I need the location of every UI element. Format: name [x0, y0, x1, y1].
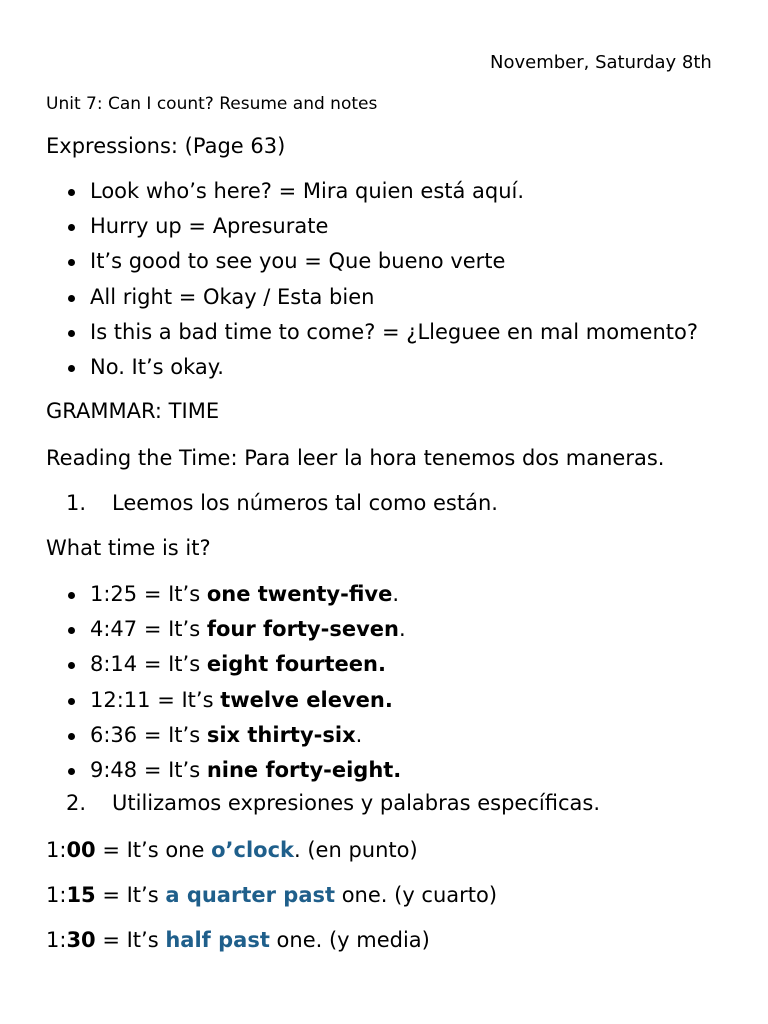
method-two-number: 2. — [66, 791, 87, 815]
list-item — [66, 647, 406, 682]
time-words: one twenty-five — [206, 582, 393, 606]
expressions-heading: Expressions: (Page 63) — [46, 134, 286, 158]
time-digits: 1:25 = It’s — [90, 582, 207, 606]
list-item — [66, 753, 406, 788]
time-expression-half — [46, 928, 430, 952]
minutes: 30 — [66, 928, 96, 952]
list-item: It’s good to see you = Que bueno verte — [66, 244, 698, 279]
highlight-phrase: a quarter past — [165, 883, 336, 907]
list-item — [66, 718, 406, 753]
hour: 1: — [46, 883, 67, 907]
equals-text: = It’s — [95, 883, 166, 907]
time-punct: . — [399, 617, 406, 642]
list-item — [66, 612, 406, 647]
list-item: No. It’s okay. — [66, 350, 698, 385]
grammar-heading: GRAMMAR: TIME — [46, 399, 220, 423]
time-words: eight fourteen. — [206, 652, 386, 677]
time-digits: 6:36 = It’s — [90, 722, 207, 747]
list-item — [66, 577, 406, 612]
time-digits: 9:48 = It’s — [90, 757, 207, 782]
method-one-number: 1. — [66, 491, 87, 515]
date-line: November, Saturday 8th — [490, 52, 712, 73]
list-item — [66, 683, 406, 718]
time-words: nine forty-eight. — [206, 757, 402, 782]
minutes: 15 — [66, 883, 96, 907]
time-punct: . — [355, 722, 363, 747]
minutes: 00 — [66, 838, 96, 862]
translation: one. (y media) — [269, 928, 430, 952]
reading-intro: Reading the Time: Para leer la hora tenemos dos maneras. — [46, 446, 665, 470]
hour: 1: — [46, 838, 67, 862]
translation: one. (y cuarto) — [335, 883, 498, 907]
list-item: Is this a bad time to come? = ¿Lleguee en mal momento? — [66, 315, 698, 350]
time-words: twelve eleven. — [220, 687, 393, 712]
method-one — [66, 491, 498, 515]
time-digits: 12:11 = It’s — [90, 687, 221, 712]
highlight-phrase: half past — [165, 928, 270, 952]
list-item: Look who’s here? = Mira quien está aquí. — [66, 174, 698, 209]
times-list — [66, 577, 406, 788]
time-words: six thirty-six — [206, 722, 356, 747]
method-two-text: Utilizamos expresiones y palabras específicas. — [112, 791, 600, 815]
method-one-text: Leemos los números tal como están. — [112, 491, 498, 515]
list-item: Hurry up = Apresurate — [66, 209, 698, 244]
equals-text: = It’s one — [95, 838, 212, 862]
method-two — [66, 791, 600, 815]
list-item: All right = Okay / Esta bien — [66, 280, 698, 315]
unit-title: Unit 7: Can I count? Resume and notes — [46, 94, 378, 114]
time-digits: 4:47 = It’s — [90, 617, 207, 642]
expressions-list — [66, 174, 698, 385]
time-punct: . — [392, 582, 400, 606]
time-expression-quarter — [46, 883, 497, 907]
time-digits: 8:14 = It’s — [90, 652, 207, 677]
hour: 1: — [46, 928, 67, 952]
equals-text: = It’s — [95, 928, 166, 952]
question-heading: What time is it? — [46, 536, 211, 560]
translation: . (en punto) — [294, 838, 418, 862]
time-expression-oclock — [46, 838, 418, 862]
time-words: four forty-seven — [206, 617, 399, 642]
highlight-phrase: o’clock — [211, 838, 294, 862]
